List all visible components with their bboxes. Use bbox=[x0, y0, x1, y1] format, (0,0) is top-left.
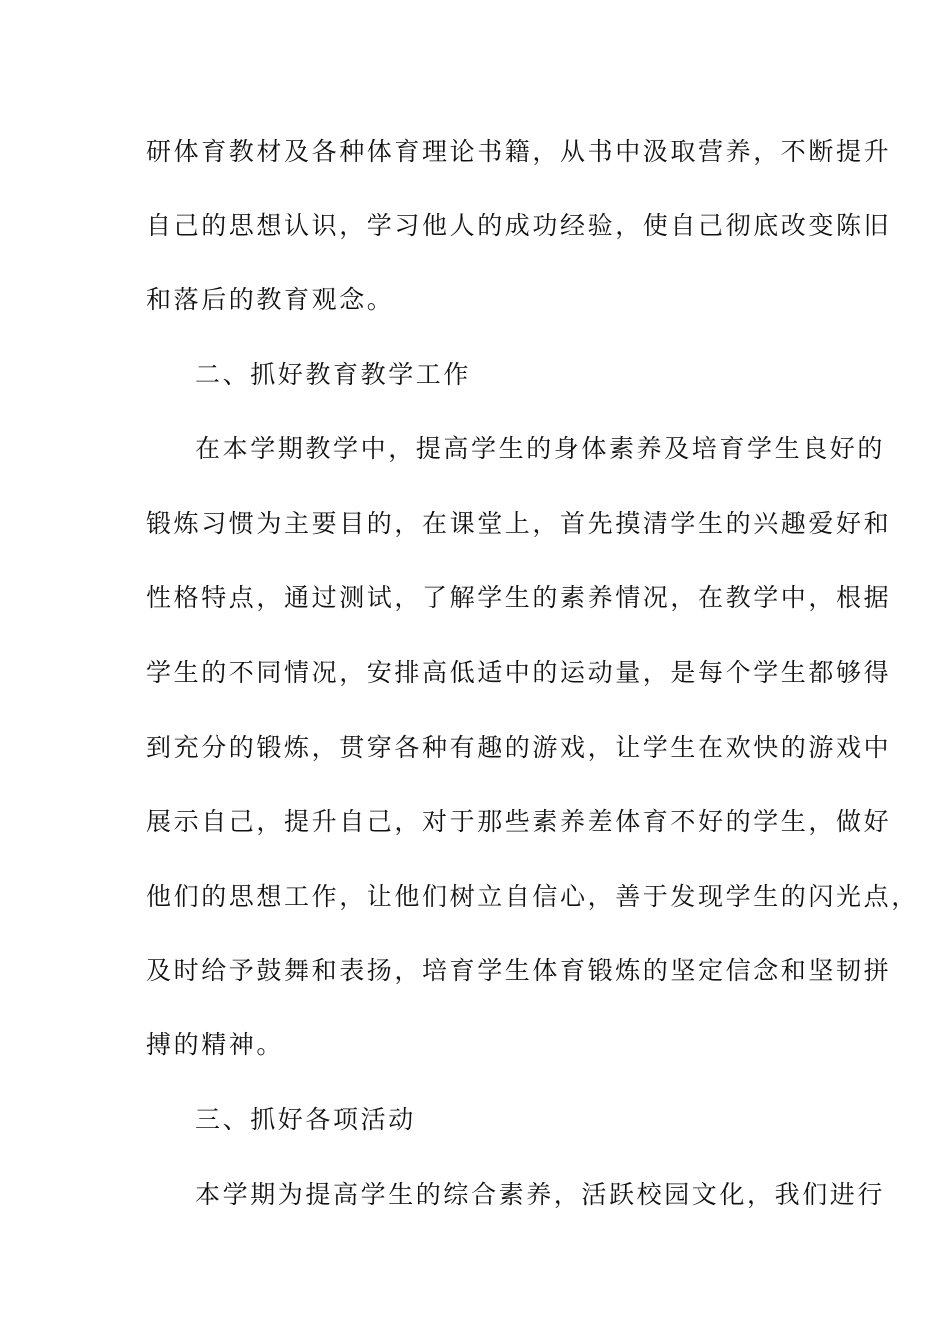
text-line: 自己的思想认识，学习他人的成功经验，使自己彻底改变陈旧 bbox=[146, 211, 892, 240]
text-line: 本学期为提高学生的综合素养，活跃校园文化，我们进行 bbox=[195, 1180, 886, 1209]
text-line: 和落后的教育观念。 bbox=[146, 285, 395, 314]
text-line: 性格特点，通过测试，了解学生的素养情况，在教学中，根据 bbox=[146, 583, 892, 612]
section-heading: 三、抓好各项活动 bbox=[195, 1105, 416, 1134]
text-line: 及时给予鼓舞和表扬，培育学生体育锻炼的坚定信念和坚韧拼 bbox=[146, 956, 892, 985]
text-line: 他们的思想工作，让他们树立自信心，善于发现学生的闪光点， bbox=[146, 882, 919, 911]
text-line: 到充分的锻炼，贯穿各种有趣的游戏，让学生在欢快的游戏中 bbox=[146, 733, 892, 762]
text-line: 搏的精神。 bbox=[146, 1030, 285, 1059]
section-heading: 二、抓好教育教学工作 bbox=[195, 360, 472, 389]
text-line: 学生的不同情况，安排高低适中的运动量，是每个学生都够得 bbox=[146, 658, 892, 687]
text-line: 展示自己，提升自己，对于那些素养差体育不好的学生，做好 bbox=[146, 807, 892, 836]
text-line: 在本学期教学中，提高学生的身体素养及培育学生良好的 bbox=[195, 434, 886, 463]
text-line: 锻炼习惯为主要目的，在课堂上，首先摸清学生的兴趣爱好和 bbox=[146, 509, 892, 538]
text-line: 研体育教材及各种体育理论书籍，从书中汲取营养，不断提升 bbox=[146, 137, 892, 166]
